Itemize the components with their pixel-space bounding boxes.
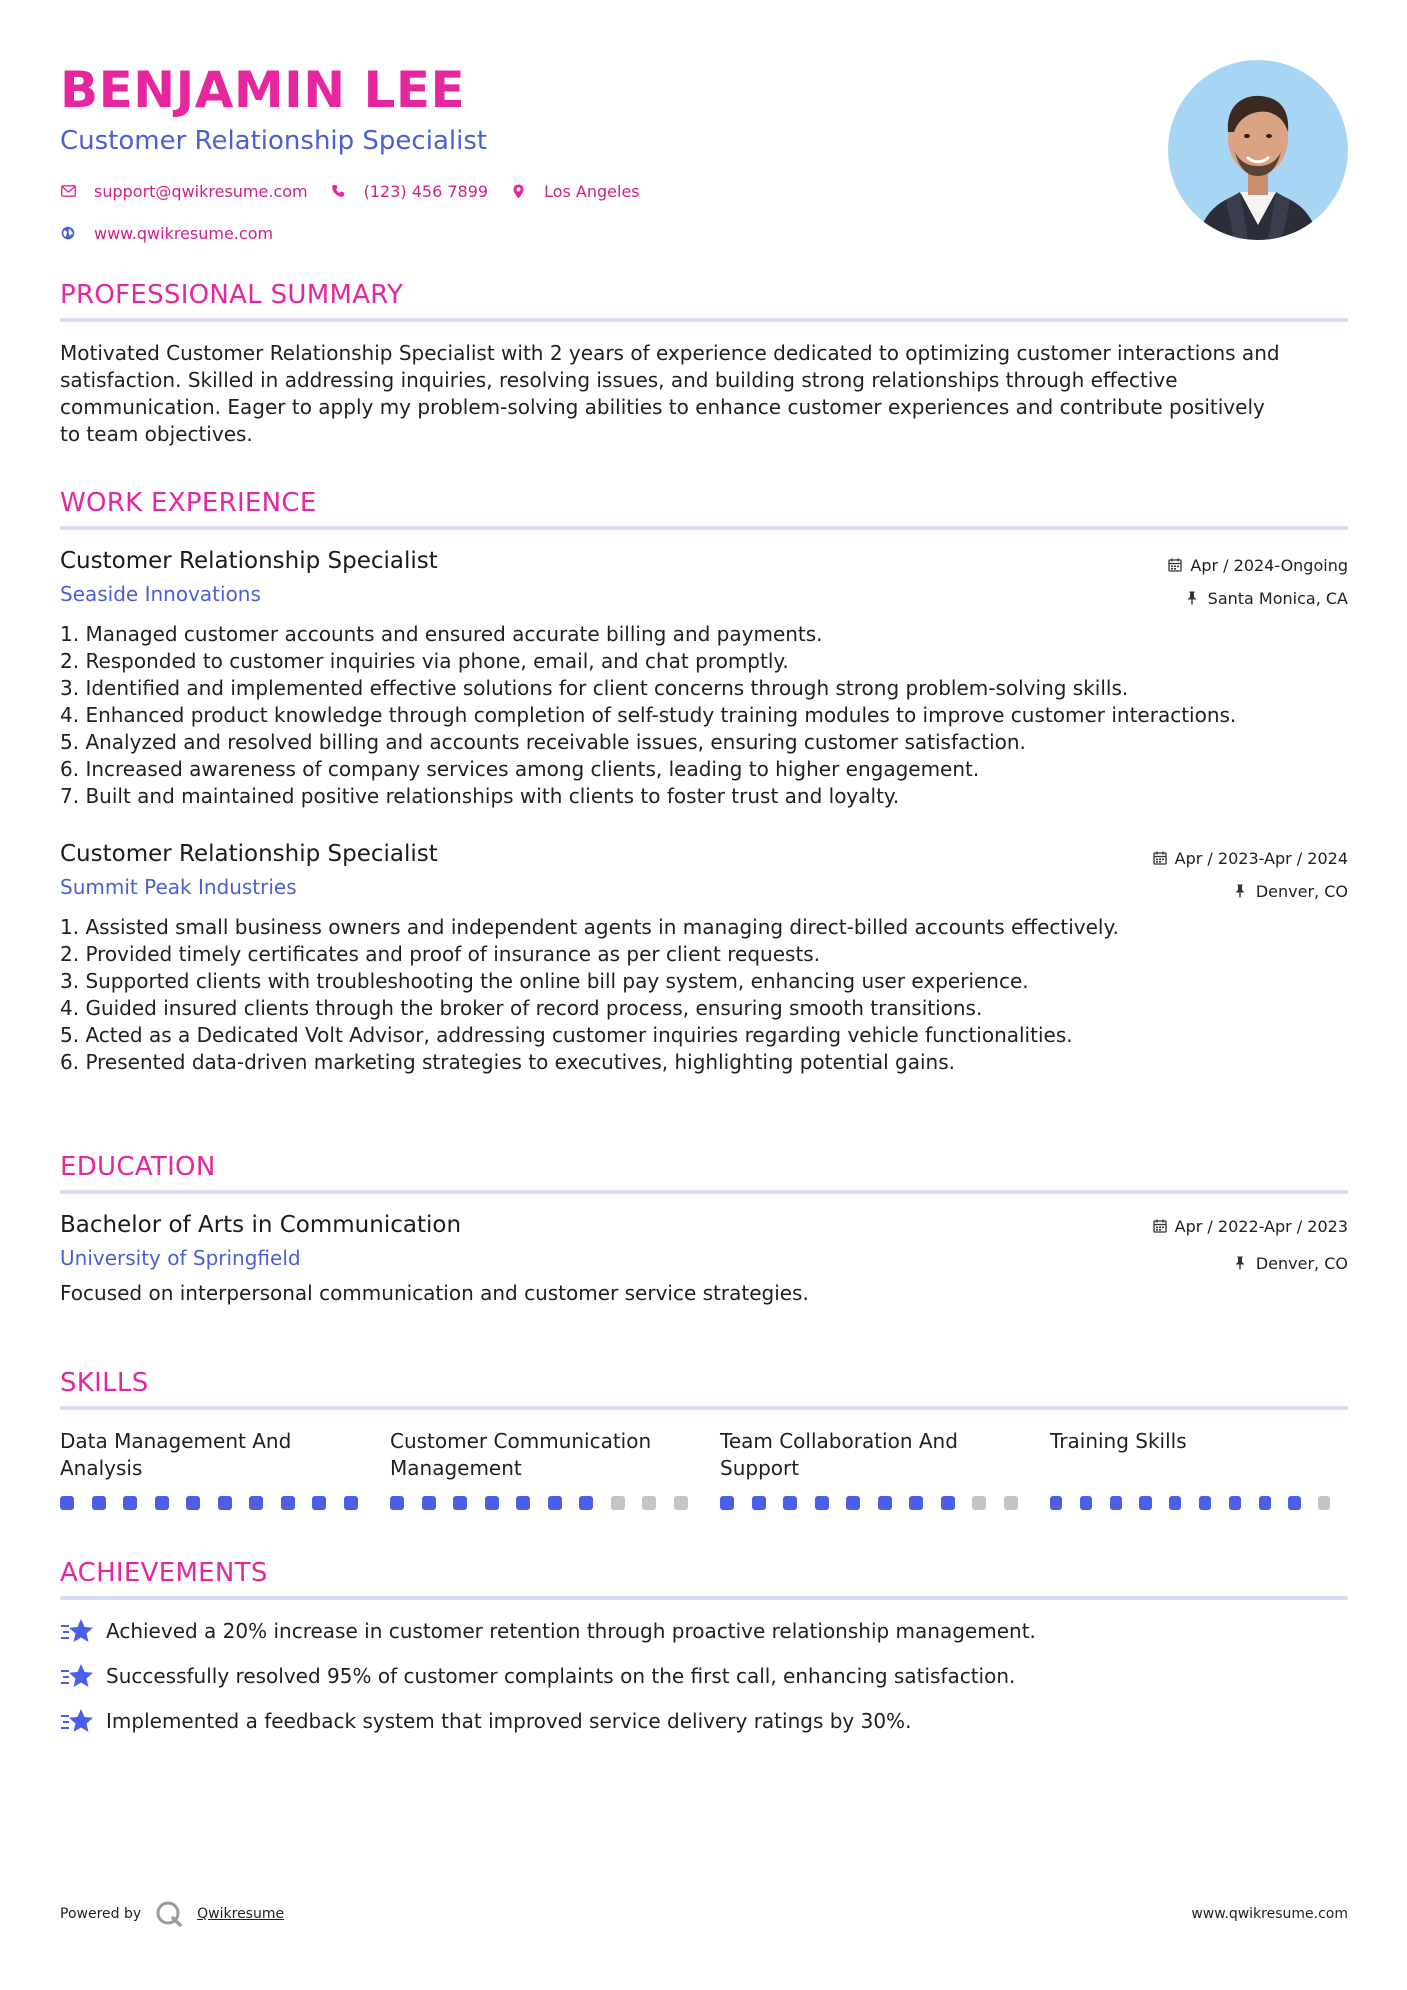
rating-dot-filled [218, 1496, 232, 1510]
rating-dot-filled [186, 1496, 200, 1510]
skill-name: Customer Communication Management [390, 1429, 652, 1480]
resume-header [60, 58, 1060, 264]
company-name: Seaside Innovations [60, 582, 261, 606]
skill-rating [390, 1496, 720, 1510]
rating-dot-filled [909, 1496, 923, 1510]
skill-item [720, 1428, 1050, 1510]
skill-rating [720, 1496, 1050, 1510]
experience-section [60, 486, 1348, 1076]
education-section [60, 1150, 1348, 1307]
rating-dot-filled [941, 1496, 955, 1510]
bullet-item: 3. Supported clients with troubleshooting the online bill pay system, enhancing user experience. [60, 969, 1029, 993]
rating-dot-empty [1004, 1496, 1018, 1510]
education-entry [60, 1210, 1348, 1307]
calendar-icon [1153, 851, 1167, 865]
achievements-section [60, 1556, 1348, 1735]
contact-info [60, 180, 1060, 244]
contact-phone[interactable]: (123) 456 7899 [330, 182, 488, 201]
pushpin-icon [1234, 884, 1248, 898]
rating-dot-filled [1110, 1496, 1122, 1510]
phone-icon [330, 183, 346, 199]
calendar-icon [1153, 1219, 1167, 1233]
rating-dot-filled [123, 1496, 137, 1510]
profile-photo [1168, 60, 1348, 240]
job-location: Santa Monica, CA [1207, 588, 1348, 608]
rating-dot-filled [516, 1496, 530, 1510]
section-divider [60, 1596, 1348, 1600]
contact-website[interactable]: www.qwikresume.com [60, 224, 273, 243]
rating-dot-filled [1288, 1496, 1300, 1510]
rating-dot-filled [579, 1496, 593, 1510]
skill-name: Team Collaboration And Support [720, 1429, 958, 1480]
job-dates: Apr / 2024-Ongoing [1190, 555, 1348, 575]
rating-dot-filled [846, 1496, 860, 1510]
rating-dot-filled [249, 1496, 263, 1510]
achievement-item: Achieved a 20% increase in customer retention through proactive relationship management. [60, 1618, 1348, 1645]
education-location: Denver, CO [1255, 1253, 1348, 1273]
section-divider [60, 1190, 1348, 1194]
company-name: Summit Peak Industries [60, 875, 297, 899]
rating-dot-filled [878, 1496, 892, 1510]
bullet-item: 3. Identified and implemented effective solutions for client concerns through strong problem-solving skills. [60, 676, 1129, 700]
page-footer [60, 1900, 1348, 1928]
rating-dot-empty [674, 1496, 688, 1510]
calendar-icon [1168, 558, 1182, 572]
job-title: Customer Relationship Specialist [60, 548, 438, 574]
achievement-item: Implemented a feedback system that improved service delivery ratings by 30%. [60, 1708, 1348, 1735]
map-pin-icon [510, 183, 526, 199]
qwikresume-link[interactable]: Qwikresume [197, 1906, 285, 1922]
rating-dot-filled [281, 1496, 295, 1510]
qwikresume-logo-icon [155, 1900, 183, 1928]
contact-email[interactable]: support@qwikresume.com [60, 182, 308, 201]
achievement-item: Successfully resolved 95% of customer complaints on the first call, enhancing satisfaction. [60, 1663, 1348, 1690]
skills-grid [60, 1428, 1348, 1510]
job-bullets [60, 621, 1348, 810]
section-divider [60, 526, 1348, 530]
rating-dot-filled [60, 1496, 74, 1510]
summary-heading: PROFESSIONAL SUMMARY [60, 280, 404, 310]
rating-dot-filled [1080, 1496, 1092, 1510]
envelope-icon [60, 183, 76, 199]
rating-dot-filled [453, 1496, 467, 1510]
bullet-item: 5. Acted as a Dedicated Volt Advisor, addressing customer inquiries regarding vehicle functionalities. [60, 1023, 1073, 1047]
skills-section [60, 1366, 1348, 1510]
bullet-item: 2. Responded to customer inquiries via phone, email, and chat promptly. [60, 649, 789, 673]
job-bullets [60, 914, 1348, 1076]
job-title: Customer Relationship Specialist [60, 841, 438, 867]
candidate-name: BENJAMIN LEE [60, 61, 466, 119]
skill-rating [60, 1496, 390, 1510]
rating-dot-filled [1199, 1496, 1211, 1510]
skill-name: Training Skills [1050, 1429, 1187, 1453]
bullet-item: 6. Presented data-driven marketing strategies to executives, highlighting potential gains. [60, 1050, 955, 1074]
bullet-item: 4. Enhanced product knowledge through completion of self-study training modules to improve customer interactions. [60, 703, 1237, 727]
bullet-item: 6. Increased awareness of company services among clients, leading to higher engagement. [60, 757, 980, 781]
rating-dot-filled [1169, 1496, 1181, 1510]
star-icon [60, 1663, 94, 1691]
rating-dot-filled [344, 1496, 358, 1510]
rating-dot-empty [642, 1496, 656, 1510]
rating-dot-empty [611, 1496, 625, 1510]
globe-icon [60, 225, 76, 241]
job-entry [60, 546, 1348, 810]
education-description: Focused on interpersonal communication and customer service strategies. [60, 1281, 809, 1305]
job-dates: Apr / 2023-Apr / 2024 [1174, 848, 1348, 868]
bullet-item: 4. Guided insured clients through the broker of record process, ensuring smooth transitions. [60, 996, 983, 1020]
rating-dot-filled [1139, 1496, 1151, 1510]
achievements-heading: ACHIEVEMENTS [60, 1558, 268, 1588]
star-icon [60, 1618, 94, 1646]
rating-dot-filled [155, 1496, 169, 1510]
skills-heading: SKILLS [60, 1368, 149, 1398]
contact-location: Los Angeles [510, 182, 640, 201]
skill-item [60, 1428, 390, 1510]
section-divider [60, 1406, 1348, 1410]
experience-heading: WORK EXPERIENCE [60, 488, 317, 518]
skill-rating [1050, 1496, 1348, 1510]
rating-dot-filled [720, 1496, 734, 1510]
rating-dot-filled [485, 1496, 499, 1510]
summary-section [60, 278, 1348, 448]
rating-dot-empty [1318, 1496, 1330, 1510]
rating-dot-filled [815, 1496, 829, 1510]
summary-text: Motivated Customer Relationship Specialist with 2 years of experience dedicated to optimizing customer interactions and satisfaction. Skilled in addressing inquiries, resolving issues, and building strong relationships through effective communication. Eager to apply my problem-solving abilities to enhance customer experiences and contribute positively to team objectives. [60, 341, 1280, 446]
rating-dot-filled [390, 1496, 404, 1510]
rating-dot-filled [92, 1496, 106, 1510]
candidate-title: Customer Relationship Specialist [60, 126, 488, 156]
rating-dot-filled [312, 1496, 326, 1510]
bullet-item: 2. Provided timely certificates and proof of insurance as per client requests. [60, 942, 821, 966]
rating-dot-filled [1050, 1496, 1062, 1510]
skill-item [1050, 1428, 1348, 1510]
school-name: University of Springfield [60, 1246, 301, 1270]
pushpin-icon [1234, 1256, 1248, 1270]
rating-dot-filled [422, 1496, 436, 1510]
bullet-item: 1. Assisted small business owners and independent agents in managing direct-billed accounts effectively. [60, 915, 1119, 939]
degree-title: Bachelor of Arts in Communication [60, 1212, 462, 1238]
footer-url[interactable]: www.qwikresume.com [1191, 1906, 1348, 1922]
bullet-item: 5. Analyzed and resolved billing and accounts receivable issues, ensuring customer satisfaction. [60, 730, 1026, 754]
education-dates: Apr / 2022-Apr / 2023 [1174, 1216, 1348, 1236]
section-divider [60, 318, 1348, 322]
rating-dot-filled [752, 1496, 766, 1510]
job-location: Denver, CO [1255, 881, 1348, 901]
pushpin-icon [1186, 591, 1200, 605]
bullet-item: 7. Built and maintained positive relationships with clients to foster trust and loyalty. [60, 784, 900, 808]
skill-name: Data Management And Analysis [60, 1429, 292, 1480]
star-icon [60, 1708, 94, 1736]
rating-dot-filled [548, 1496, 562, 1510]
rating-dot-filled [1229, 1496, 1241, 1510]
rating-dot-filled [783, 1496, 797, 1510]
rating-dot-empty [972, 1496, 986, 1510]
bullet-item: 1. Managed customer accounts and ensured accurate billing and payments. [60, 622, 823, 646]
education-heading: EDUCATION [60, 1152, 216, 1182]
rating-dot-filled [1259, 1496, 1271, 1510]
powered-by: Powered by Qwikresume [60, 1900, 284, 1928]
job-entry [60, 839, 1348, 1076]
skill-item [390, 1428, 720, 1510]
